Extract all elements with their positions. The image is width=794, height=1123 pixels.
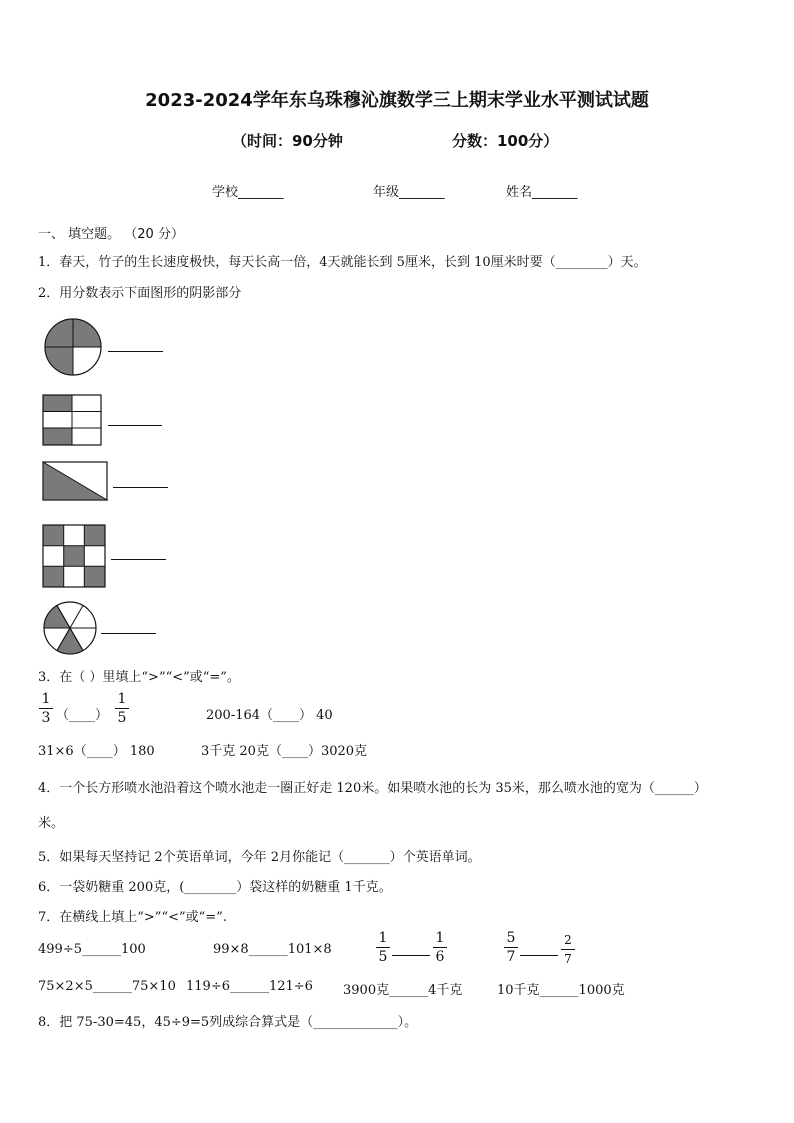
rectangle-triangle-figure [42,461,108,501]
grid-2x3-figure [42,394,102,446]
question-4-line1: 4．一个长方形喷水池沿着这个喷水池走一圈正好走 120米。如果喷水池的长为 35米，那么喷水池的宽为（______） [38,781,707,796]
q7-item-8: 10千克______1000克 [497,983,625,998]
q7-item-2: 99×8______101×8 [213,942,332,957]
question-5: 5．如果每天坚持记 2个英语单词，今年 2月你能记（_______）个英语单词。 [38,850,481,865]
fraction-one-fifth: 1 5 [115,691,129,726]
answer-line-fig4[interactable] [111,559,166,560]
question-4-line2: 米。 [38,816,65,831]
answer-line-fig1[interactable] [108,351,163,352]
question-2: 2．用分数表示下面图形的阴影部分 [38,286,242,301]
q7-blank-4[interactable] [520,955,558,956]
exam-score: 分数：100分） [452,132,559,150]
exam-time: （时间：90分钟 [232,132,343,150]
fraction-two-sevenths: 2 7 [561,932,575,967]
section-heading: 一、 填空题。 （20 分） [38,227,184,242]
page-title: 2023-2024学年东乌珠穆沁旗数学三上期末学业水平测试试题 [145,90,649,111]
q7-blank-3[interactable] [392,955,430,956]
question-8: 8．把 75-30=45，45÷9=5列成综合算式是（_____________）。 [38,1015,418,1030]
question-6: 6．一袋奶糖重 200克，(________）袋这样的奶糖重 1千克。 [38,880,392,895]
circle-sixths-figure [42,601,98,655]
question-7: 7．在横线上填上“>”“<”或“=”. [38,910,227,925]
checker-3x3-figure [42,524,106,588]
fraction-one-sixth: 1 6 [433,930,447,965]
answer-line-fig2[interactable] [108,425,162,426]
q3-item-b: 200-164（____） 40 [206,708,333,723]
q7-item-6: 119÷6______121÷6 [186,979,313,994]
question-3: 3．在（ ）里填上“>”“<”或“=”。 [38,670,240,685]
q3-item-d: 3千克 20克（____）3020克 [201,744,368,759]
school-field: 学校_______ [212,185,284,200]
answer-line-fig3[interactable] [113,487,168,488]
grade-field: 年级_______ [373,185,445,200]
answer-line-fig5[interactable] [101,633,156,634]
name-field: 姓名_______ [506,185,578,200]
fraction-five-sevenths: 5 7 [504,930,518,965]
question-1: 1．春天，竹子的生长速度极快，每天长高一倍，4天就能长到 5厘米，长到 10厘米时要（________）天。 [38,255,647,270]
fraction-one-fifth-b: 1 5 [376,930,390,965]
q7-item-5: 75×2×5______75×10 [38,979,176,994]
q7-item-1: 499÷5______100 [38,942,146,957]
q7-item-7: 3900克______4千克 [343,983,463,998]
q3-blank-a[interactable]: （____） [56,708,109,723]
circle-quarters-figure [42,318,104,376]
q3-item-c: 31×6（____） 180 [38,744,155,759]
fraction-one-third: 1 3 [39,691,53,726]
